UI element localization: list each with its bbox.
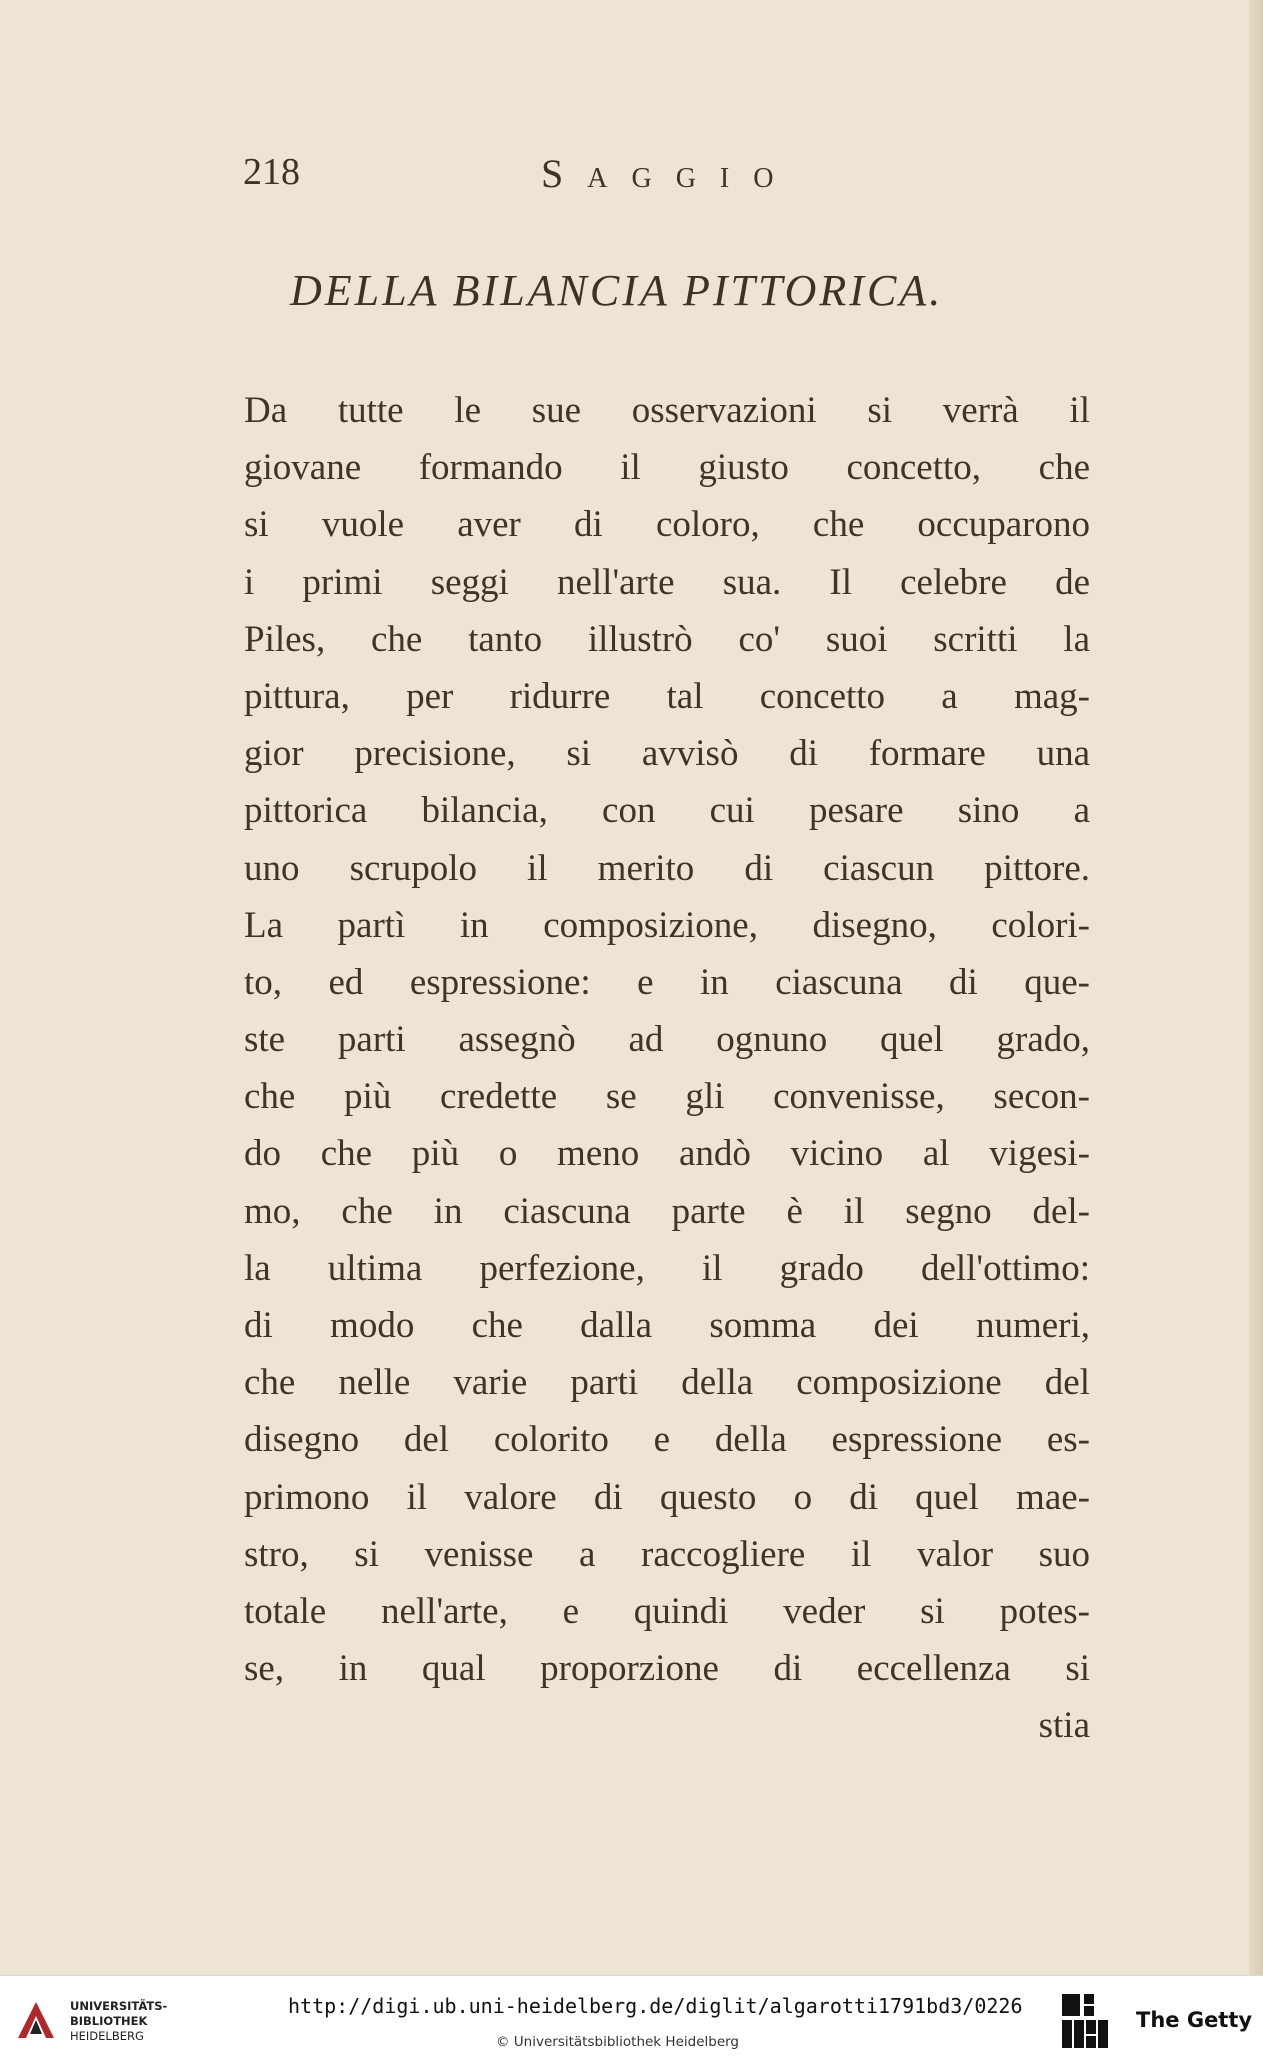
- body-text: [244, 382, 1090, 1755]
- text-line: se, in qual proporzione di eccellenza si: [244, 1648, 1090, 1690]
- library-name-line2: BIBLIOTHEK: [70, 2014, 148, 2028]
- text-line: do che più o meno andò vicino al vigesi-: [244, 1133, 1090, 1175]
- text-line: pittorica bilancia, con cui pesare sino a: [244, 790, 1090, 832]
- copyright-notice: © Universitätsbibliothek Heidelberg: [496, 2034, 740, 2050]
- text-line: gior precisione, si avvisò di formare una: [244, 733, 1090, 775]
- text-line: ste parti assegnò ad ognuno quel grado,: [244, 1019, 1090, 1061]
- text-line: la ultima perfezione, il grado dell'ottimo:: [244, 1247, 1090, 1289]
- text-line: che più credette se gli convenisse, secon-: [244, 1076, 1090, 1118]
- running-title: Saggio: [541, 151, 798, 196]
- page-number: 218: [243, 151, 300, 193]
- text-line: i primi seggi nell'arte sua. Il celebre de: [244, 561, 1090, 603]
- text-line: primono il valore di questo o di quel mae-: [244, 1476, 1090, 1518]
- viewer-footer: [0, 1975, 1263, 2066]
- text-line: to, ed espressione: e in ciascuna di que-: [244, 961, 1090, 1003]
- text-line: La partì in composizione, disegno, colori-: [244, 904, 1090, 946]
- text-line: totale nell'arte, e quindi veder si potes-: [244, 1590, 1090, 1632]
- text-line: disegno del colorito e della espressione es-: [244, 1419, 1090, 1461]
- section-title: DELLA BILANCIA PITTORICA.: [290, 266, 944, 315]
- text-line: si vuole aver di coloro, che occuparono: [244, 504, 1090, 546]
- text-line: Da tutte le sue osservazioni si verrà il: [244, 390, 1090, 431]
- library-name-line3: HEIDELBERG: [70, 2029, 144, 2043]
- page-edge: [1249, 0, 1263, 1975]
- text-line: pittura, per ridurre tal concetto a mag-: [244, 675, 1090, 717]
- ub-heidelberg-logo-icon: [12, 1998, 60, 2046]
- library-name: [70, 1999, 167, 2044]
- text-line: che nelle varie parti della composizione del: [244, 1362, 1090, 1404]
- partner-logo[interactable]: [1060, 1992, 1260, 2052]
- text-line: mo, che in ciascuna parte è il segno del-: [244, 1190, 1090, 1232]
- text-line: uno scrupolo il merito di ciascun pittore.: [244, 847, 1090, 889]
- getty-logo-icon: [1060, 1992, 1112, 2052]
- library-name-line1: UNIVERSITÄTS-: [70, 1999, 168, 2013]
- page-header: [243, 150, 803, 200]
- text-line: giovane formando il giusto concetto, che: [244, 447, 1090, 489]
- catchword: stia: [1038, 1705, 1090, 1747]
- partner-name: The Getty: [1136, 2008, 1253, 2032]
- text-line: Piles, che tanto illustrò co' suoi scritti la: [244, 618, 1090, 660]
- library-logo[interactable]: [12, 1992, 168, 2052]
- text-line: di modo che dalla somma dei numeri,: [244, 1305, 1090, 1346]
- text-line: stro, si venisse a raccogliere il valor suo: [244, 1533, 1090, 1575]
- permalink-url[interactable]: http://digi.ub.uni-heidelberg.de/diglit/algarotti1791bd3/0226: [288, 1994, 1023, 2018]
